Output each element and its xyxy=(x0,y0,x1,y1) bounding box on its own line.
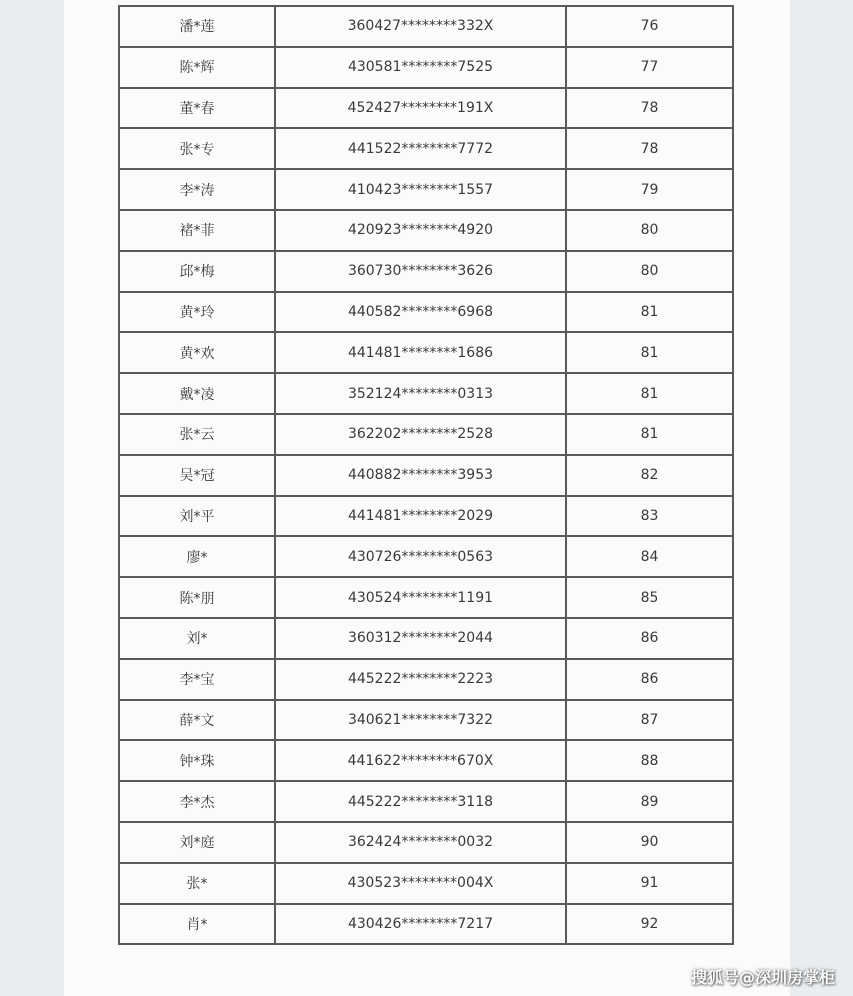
score-cell: 78 xyxy=(566,128,733,169)
score-cell: 81 xyxy=(566,373,733,414)
id-number-cell: 430581********7525 xyxy=(275,47,566,88)
name-cell: 刘* xyxy=(119,618,275,659)
name-cell: 黄*玲 xyxy=(119,292,275,333)
id-number-cell: 441522********7772 xyxy=(275,128,566,169)
score-cell: 79 xyxy=(566,169,733,210)
table-row xyxy=(119,536,733,577)
table-row xyxy=(119,496,733,537)
table-row xyxy=(119,822,733,863)
table-row xyxy=(119,210,733,251)
name-cell: 薛*文 xyxy=(119,700,275,741)
score-cell: 82 xyxy=(566,455,733,496)
name-cell: 黄*欢 xyxy=(119,332,275,373)
id-number-cell: 352124********0313 xyxy=(275,373,566,414)
id-number-cell: 430726********0563 xyxy=(275,536,566,577)
name-cell: 陈*朋 xyxy=(119,577,275,618)
id-number-cell: 430523********004X xyxy=(275,863,566,904)
score-cell: 87 xyxy=(566,700,733,741)
score-cell: 85 xyxy=(566,577,733,618)
name-cell: 褚*菲 xyxy=(119,210,275,251)
table-row xyxy=(119,47,733,88)
table-row xyxy=(119,659,733,700)
name-cell: 董*春 xyxy=(119,88,275,129)
name-cell: 吴*冠 xyxy=(119,455,275,496)
name-cell: 张*专 xyxy=(119,128,275,169)
id-number-cell: 441481********1686 xyxy=(275,332,566,373)
name-cell: 钟*珠 xyxy=(119,740,275,781)
table-body xyxy=(119,6,733,944)
id-number-cell: 362424********0032 xyxy=(275,822,566,863)
id-number-cell: 445222********2223 xyxy=(275,659,566,700)
score-cell: 81 xyxy=(566,332,733,373)
score-cell: 80 xyxy=(566,251,733,292)
table-row xyxy=(119,455,733,496)
table-row xyxy=(119,577,733,618)
table-row xyxy=(119,251,733,292)
id-number-cell: 440582********6968 xyxy=(275,292,566,333)
table-row xyxy=(119,88,733,129)
score-cell: 90 xyxy=(566,822,733,863)
id-number-cell: 362202********2528 xyxy=(275,414,566,455)
table-row xyxy=(119,332,733,373)
table-row xyxy=(119,740,733,781)
table-row xyxy=(119,414,733,455)
score-cell: 89 xyxy=(566,781,733,822)
table-row xyxy=(119,904,733,945)
score-cell: 88 xyxy=(566,740,733,781)
watermark: 搜狐号@深圳房掌柜 xyxy=(690,968,835,987)
id-number-cell: 452427********191X xyxy=(275,88,566,129)
id-number-cell: 340621********7322 xyxy=(275,700,566,741)
name-cell: 戴*凌 xyxy=(119,373,275,414)
name-cell: 廖* xyxy=(119,536,275,577)
score-cell: 91 xyxy=(566,863,733,904)
id-number-cell: 445222********3118 xyxy=(275,781,566,822)
id-number-cell: 360730********3626 xyxy=(275,251,566,292)
table-row xyxy=(119,169,733,210)
score-cell: 78 xyxy=(566,88,733,129)
name-cell: 张*云 xyxy=(119,414,275,455)
score-cell: 76 xyxy=(566,6,733,47)
name-cell: 李*涛 xyxy=(119,169,275,210)
table-row xyxy=(119,618,733,659)
id-number-cell: 410423********1557 xyxy=(275,169,566,210)
applicant-table xyxy=(118,5,734,945)
name-cell: 刘*庭 xyxy=(119,822,275,863)
score-cell: 86 xyxy=(566,618,733,659)
table-row xyxy=(119,700,733,741)
id-number-cell: 441481********2029 xyxy=(275,496,566,537)
score-cell: 86 xyxy=(566,659,733,700)
name-cell: 潘*莲 xyxy=(119,6,275,47)
score-cell: 83 xyxy=(566,496,733,537)
table-row xyxy=(119,781,733,822)
table-row xyxy=(119,863,733,904)
id-number-cell: 441622********670X xyxy=(275,740,566,781)
table-row xyxy=(119,292,733,333)
id-number-cell: 360427********332X xyxy=(275,6,566,47)
name-cell: 邱*梅 xyxy=(119,251,275,292)
table-row xyxy=(119,373,733,414)
name-cell: 张* xyxy=(119,863,275,904)
name-cell: 刘*平 xyxy=(119,496,275,537)
score-cell: 81 xyxy=(566,414,733,455)
table-row xyxy=(119,128,733,169)
id-number-cell: 440882********3953 xyxy=(275,455,566,496)
id-number-cell: 360312********2044 xyxy=(275,618,566,659)
score-cell: 92 xyxy=(566,904,733,945)
name-cell: 李*杰 xyxy=(119,781,275,822)
score-cell: 80 xyxy=(566,210,733,251)
name-cell: 李*宝 xyxy=(119,659,275,700)
score-cell: 84 xyxy=(566,536,733,577)
score-cell: 81 xyxy=(566,292,733,333)
name-cell: 肖* xyxy=(119,904,275,945)
id-number-cell: 430426********7217 xyxy=(275,904,566,945)
id-number-cell: 420923********4920 xyxy=(275,210,566,251)
id-number-cell: 430524********1191 xyxy=(275,577,566,618)
score-cell: 77 xyxy=(566,47,733,88)
table-row xyxy=(119,6,733,47)
name-cell: 陈*辉 xyxy=(119,47,275,88)
